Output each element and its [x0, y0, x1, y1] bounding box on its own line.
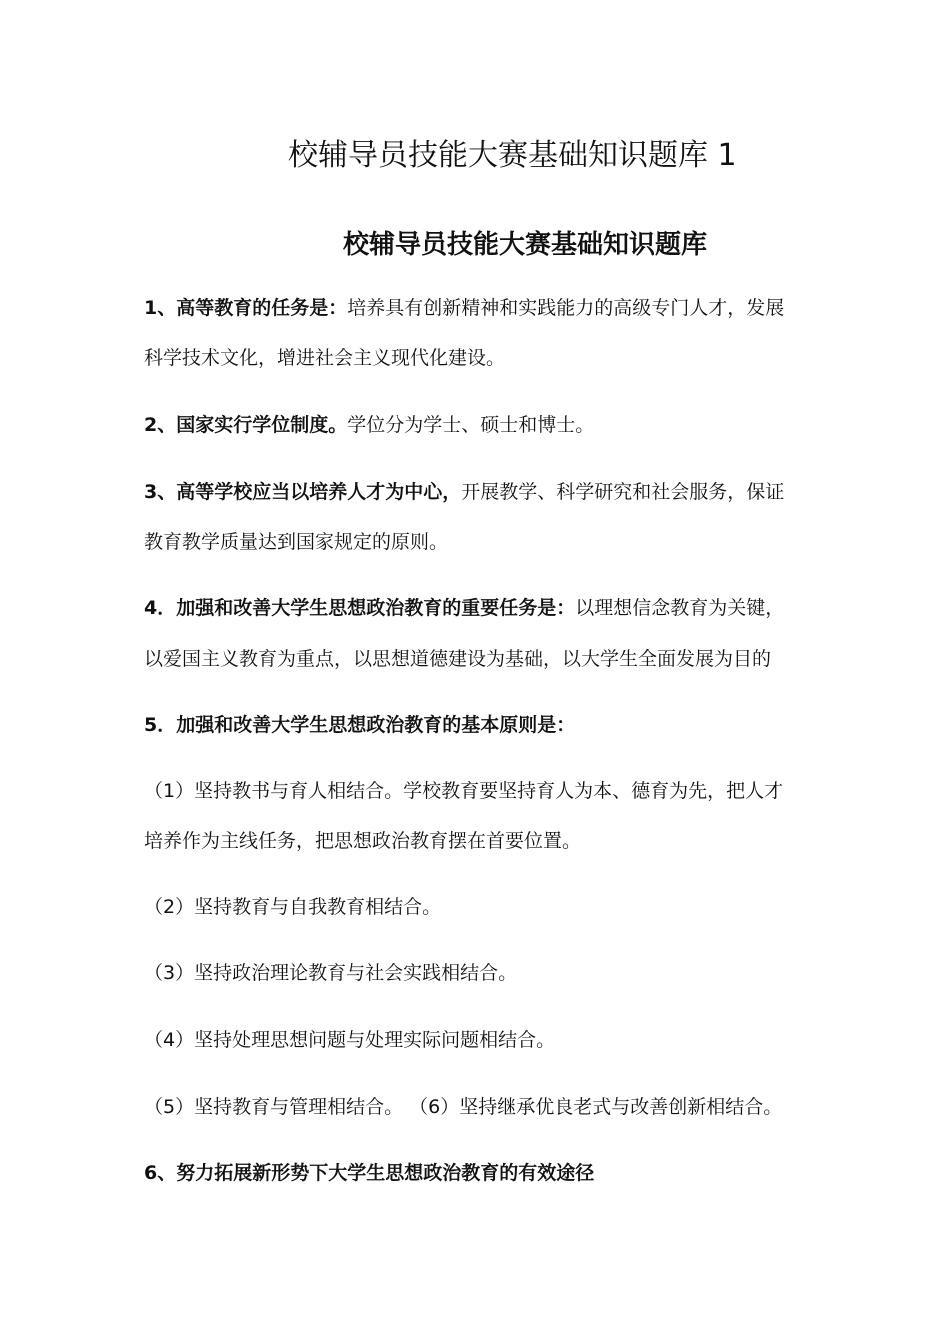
item-5-point-2: （2）坚持教育与自我教育相结合。 [144, 896, 442, 918]
item-1-text: 培养具有创新精神和实践能力的高级专门人才，发展 [347, 297, 785, 319]
item-5-point-5-6: （5）坚持教育与管理相结合。 （6）坚持继承优良老式与改善创新相结合。 [144, 1096, 783, 1118]
item-5-point-1-line-1: （1）坚持教书与育人相结合。学校教育要坚持育人为本、德育为先，把人才 [144, 780, 784, 802]
item-2-text: 学位分为学士、硕士和博士。 [347, 414, 595, 436]
item-5-point-4: （4）坚持处理思想问题与处理实际问题相结合。 [144, 1029, 556, 1051]
item-5-heading: 5．加强和改善大学生思想政治教育的基本原则是： [144, 714, 576, 736]
item-2-heading: 2、国家实行学位制度。 [144, 414, 348, 436]
item-3-line-2: 教育教学质量达到国家规定的原则。 [144, 531, 449, 553]
item-4-line-2: 以爱国主义教育为重点，以思想道德建设为基础，以大学生全面发展为目的 [144, 648, 772, 670]
item-4-line-1 [144, 596, 784, 620]
item-5-point-1-line-2: 培养作为主线任务，把思想政治教育摆在首要位置。 [144, 830, 582, 852]
item-1-line-1 [144, 296, 784, 320]
item-3-heading: 3、高等学校应当以培养人才为中心， [144, 481, 462, 503]
item-4-text: 以理想信念教育为关键， [575, 597, 785, 619]
item-3-text: 开展教学、科学研究和社会服务，保证 [461, 481, 785, 503]
item-6-heading: 6、努力拓展新形势下大学生思想政治教育的有效途径 [144, 1162, 595, 1184]
item-5-point-3: （3）坚持政治理论教育与社会实践相结合。 [144, 962, 518, 984]
item-2-line-1 [144, 413, 594, 437]
item-3-line-1 [144, 480, 784, 504]
item-4-heading: 4．加强和改善大学生思想政治教育的重要任务是： [144, 597, 576, 619]
item-1-heading: 1、高等教育的任务是： [144, 297, 348, 319]
document-title: 校辅导员技能大赛基础知识题库 1 [288, 138, 737, 173]
document-subtitle: 校辅导员技能大赛基础知识题库 [343, 230, 708, 260]
item-1-line-2: 科学技术文化，增进社会主义现代化建设。 [144, 347, 506, 369]
